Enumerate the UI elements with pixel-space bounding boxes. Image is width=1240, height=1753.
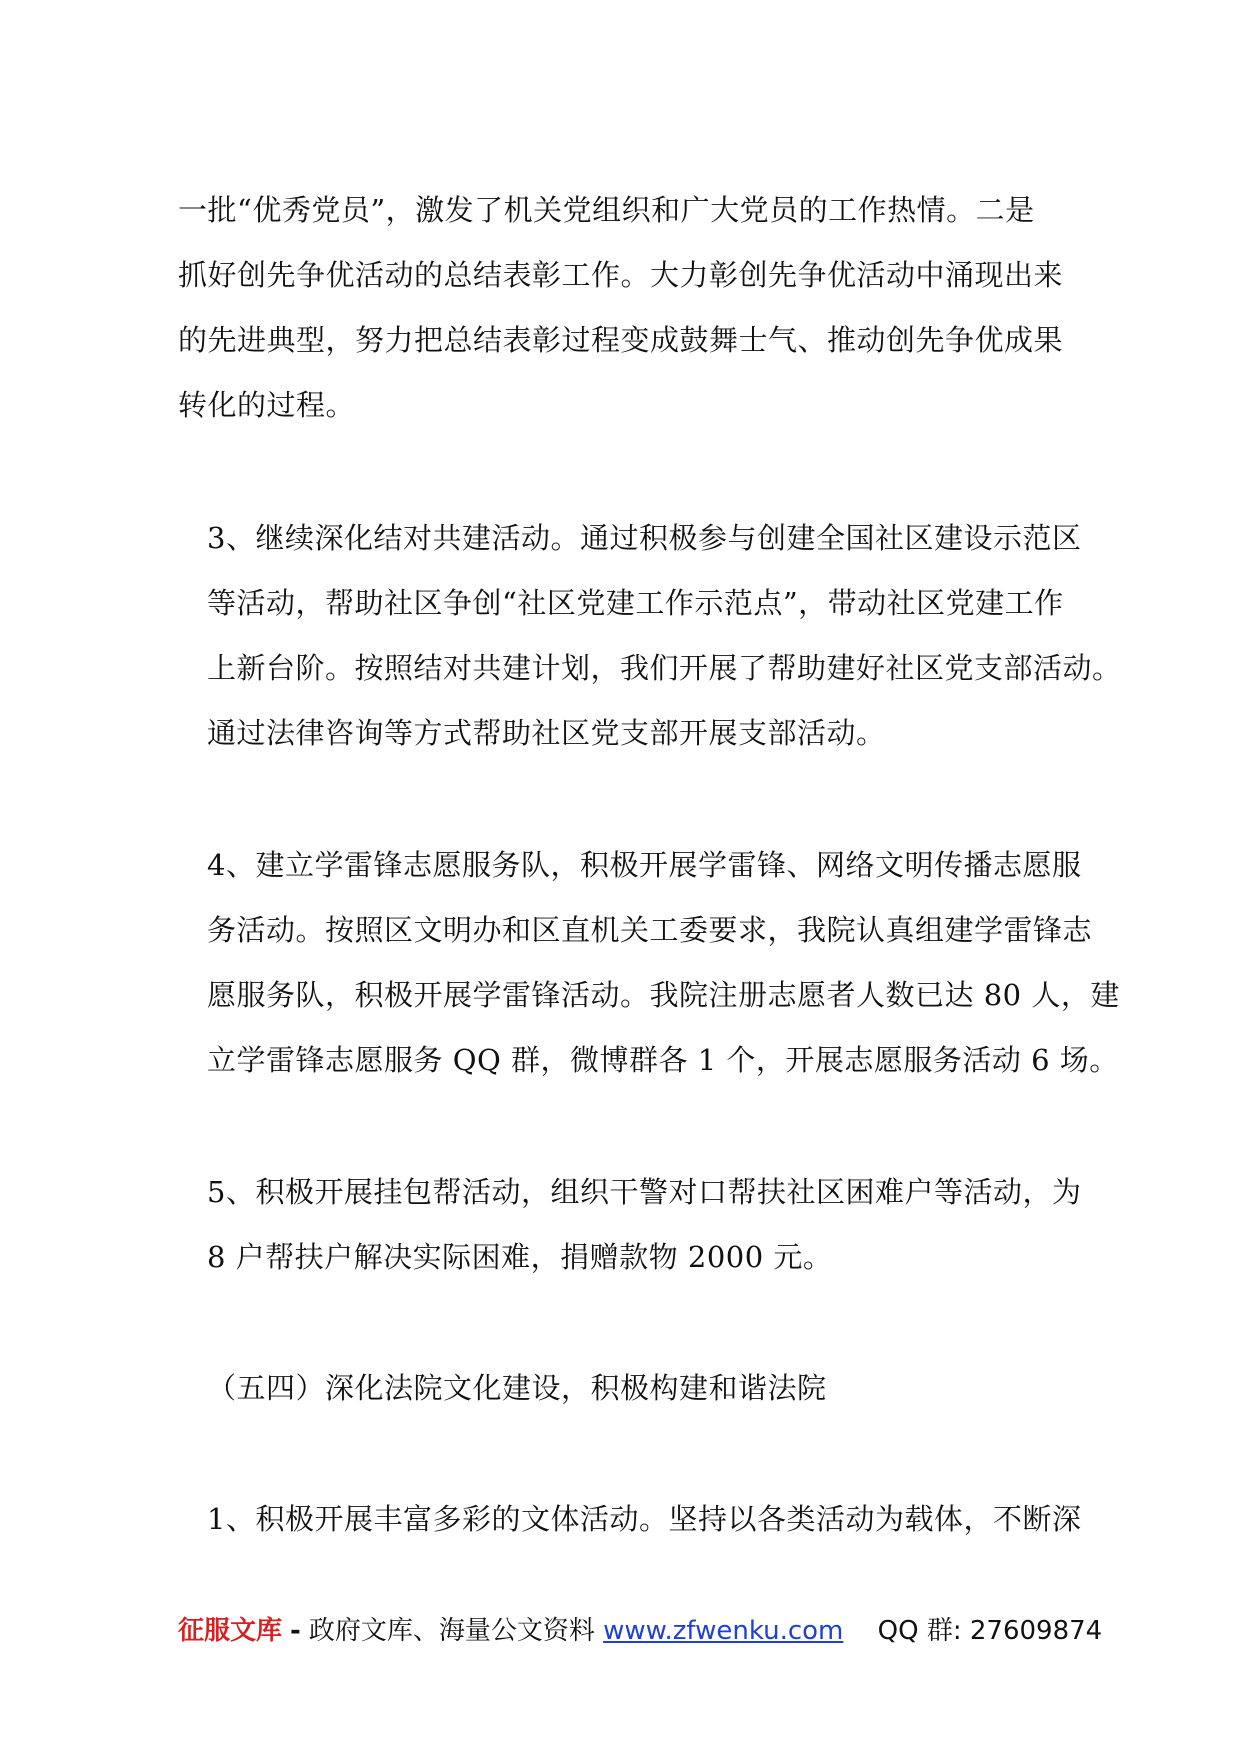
text-line: 立学雷锋志愿服务 QQ 群，微博群各 1 个，开展志愿服务活动 6 场。 — [207, 1043, 1119, 1077]
paragraph-item-1 — [178, 1487, 1082, 1552]
text-line: 4、建立学雷锋志愿服务队，积极开展学雷锋、网络文明传播志愿服 — [207, 848, 1082, 882]
text-line: （五四）深化法院文化建设，积极构建和谐法院 — [207, 1371, 827, 1405]
paragraph-continuation — [178, 178, 1068, 438]
text-line: 务活动。按照区文明办和区直机关工委要求，我院认真组建学雷锋志 — [207, 913, 1093, 947]
page-footer — [178, 1614, 1102, 1648]
footer-description: 政府文库、海量公文资料 — [308, 1616, 595, 1646]
text-line: 5、积极开展挂包帮活动，组织干警对口帮扶社区困难户等活动，为 — [207, 1175, 1082, 1209]
section-heading — [178, 1356, 1068, 1421]
text-line: 8 户帮扶户解决实际困难，捐赠款物 2000 元。 — [207, 1240, 833, 1274]
footer-brand: 征服文库 — [178, 1616, 283, 1646]
paragraph-item-4 — [178, 833, 1120, 1093]
paragraph-item-5 — [178, 1160, 1082, 1290]
text-line: 3、继续深化结对共建活动。通过积极参与创建全国社区建设示范区 — [207, 521, 1082, 555]
footer-website-link[interactable]: www.zfwenku.com — [603, 1616, 844, 1646]
text-line: 等活动，帮助社区争创“社区党建工作示范点”，带动社区党建工作 — [207, 586, 1064, 620]
text-line: 一批“优秀党员”，激发了机关党组织和广大党员的工作热情。二是 — [178, 193, 1035, 227]
text-line: 1、积极开展丰富多彩的文体活动。坚持以各类活动为载体，不断深 — [207, 1502, 1082, 1536]
text-line: 转化的过程。 — [178, 388, 356, 422]
text-line: 上新台阶。按照结对共建计划，我们开展了帮助建好社区党支部活动。 — [207, 651, 1122, 685]
paragraph-item-3 — [178, 506, 1122, 766]
text-line: 愿服务队，积极开展学雷锋活动。我院注册志愿者人数已达 80 人，建 — [207, 978, 1120, 1012]
footer-separator: - — [290, 1616, 301, 1646]
text-line: 通过法律咨询等方式帮助社区党支部开展支部活动。 — [207, 716, 886, 750]
footer-qq-group: QQ 群: 27609874 — [877, 1616, 1103, 1646]
text-line: 的先进典型，努力把总结表彰过程变成鼓舞士气、推动创先争优成果 — [178, 323, 1064, 357]
text-line: 抓好创先争优活动的总结表彰工作。大力彰创先争优活动中涌现出来 — [178, 258, 1064, 292]
